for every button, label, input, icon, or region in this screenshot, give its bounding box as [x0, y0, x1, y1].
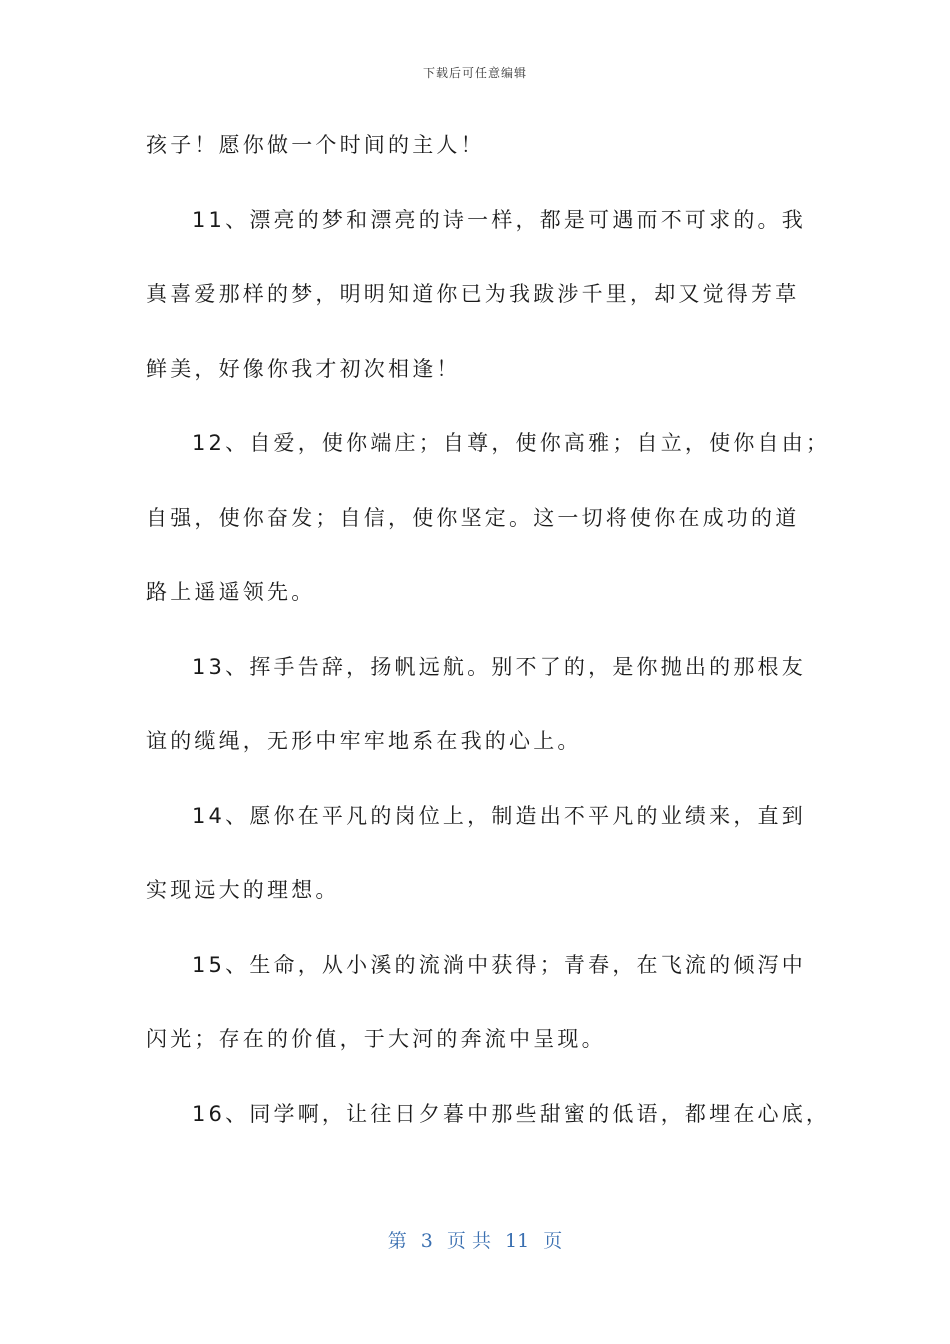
text-line: 真喜爱那样的梦，明明知道你已为我跋涉千里，却又觉得芳草: [146, 282, 800, 306]
text-line: 孩子！愿你做一个时间的主人！: [146, 133, 485, 157]
text-line: 路上遥遥领先。: [146, 580, 316, 604]
text-line: 11、漂亮的梦和漂亮的诗一样，都是可遇而不可求的。我: [192, 207, 806, 232]
footer-middle: 页 共: [446, 1230, 491, 1252]
header-note: 下载后可任意编辑: [422, 66, 527, 80]
text-line: 实现远大的理想。: [146, 878, 340, 902]
body-text: [146, 118, 831, 1161]
current-page-number: 3: [420, 1230, 433, 1252]
page-footer: [0, 1226, 950, 1253]
text-line: 13、挥手告辞，扬帆远航。别不了的，是你抛出的那根友: [192, 654, 806, 679]
text-line: 15、生命，从小溪的流淌中获得；青春，在飞流的倾泻中: [192, 952, 806, 977]
text-line: 自强，使你奋发；自信，使你坚定。这一切将使你在成功的道: [146, 505, 800, 530]
text-line: 14、愿你在平凡的岗位上，制造出不平凡的业绩来，直到: [192, 803, 806, 828]
text-line: 鲜美，好像你我才初次相逢！: [146, 356, 461, 381]
text-line: 闪光；存在的价值，于大河的奔流中呈现。: [146, 1027, 606, 1051]
footer-prefix: 第: [387, 1230, 407, 1252]
text-line: 12、自爱，使你端庄；自尊，使你高雅；自立，使你自由；: [192, 431, 831, 455]
total-pages-number: 11: [505, 1230, 530, 1252]
text-line: 谊的缆绳，无形中牢牢地系在我的心上。: [146, 729, 582, 753]
footer-suffix: 页: [543, 1230, 563, 1252]
text-line: 16、同学啊，让往日夕暮中那些甜蜜的低语，都埋在心底，: [192, 1101, 831, 1126]
